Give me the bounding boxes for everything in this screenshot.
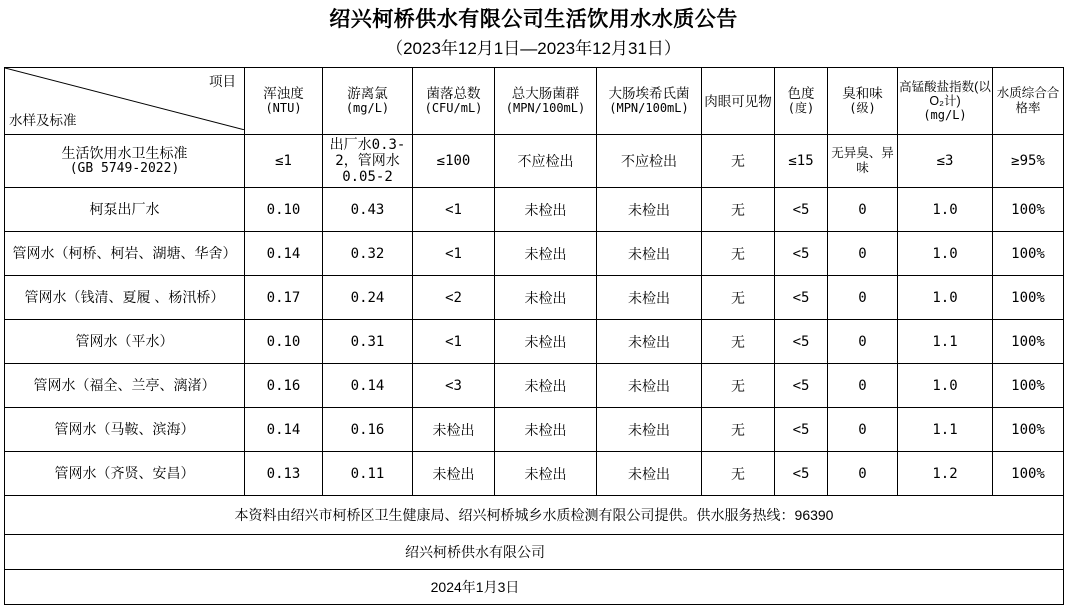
row-0-total-bacteria: <1 — [413, 188, 495, 232]
header-total-coliform — [495, 68, 597, 135]
row-2-permanganate-index: 1.0 — [898, 276, 993, 320]
header-turbidity — [245, 68, 323, 135]
standard-permanganate-index: ≤3 — [898, 135, 993, 188]
row-4-free-chlorine: 0.14 — [323, 364, 413, 408]
standard-visible-matter: 无 — [702, 135, 775, 188]
header-pass-rate — [993, 68, 1064, 135]
standard-total-coliform: 不应检出 — [495, 135, 597, 188]
row-2-name: 管网水（钱清、夏履 、杨汛桥） — [5, 276, 245, 320]
standard-ecoli: 不应检出 — [597, 135, 702, 188]
standard-free-chlorine — [323, 135, 413, 188]
signature-date-row — [5, 570, 1064, 605]
row-2-odor-taste: 0 — [828, 276, 898, 320]
header-chroma-unit: (度) — [787, 101, 815, 115]
standard-chroma: ≤15 — [775, 135, 828, 188]
row-0-ecoli: 未检出 — [597, 188, 702, 232]
row-2-visible-matter: 无 — [702, 276, 775, 320]
row-1-free-chlorine: 0.32 — [323, 232, 413, 276]
corner-header-cell — [5, 68, 245, 135]
row-6-chroma: <5 — [775, 452, 828, 496]
row-4-odor-taste: 0 — [828, 364, 898, 408]
row-1-odor-taste: 0 — [828, 232, 898, 276]
row-5-permanganate-index: 1.1 — [898, 408, 993, 452]
row-2-ecoli: 未检出 — [597, 276, 702, 320]
row-3-turbidity: 0.10 — [245, 320, 323, 364]
table-row — [5, 188, 1064, 232]
row-6-total-bacteria: 未检出 — [413, 452, 495, 496]
standard-code: (GB 5749-2022) — [69, 161, 180, 176]
signature-date: 2024年1月3日 — [430, 579, 520, 595]
row-4-ecoli: 未检出 — [597, 364, 702, 408]
row-3-total-bacteria: <1 — [413, 320, 495, 364]
row-4-name: 管网水（福全、兰亭、漓渚） — [5, 364, 245, 408]
corner-column-label: 项目 — [209, 74, 236, 89]
row-5-ecoli: 未检出 — [597, 408, 702, 452]
row-3-chroma: <5 — [775, 320, 828, 364]
row-6-pass-rate: 100% — [993, 452, 1064, 496]
row-6-free-chlorine: 0.11 — [323, 452, 413, 496]
row-2-turbidity: 0.17 — [245, 276, 323, 320]
row-4-chroma: <5 — [775, 364, 828, 408]
standard-turbidity: ≤1 — [245, 135, 323, 188]
standard-name-cell — [5, 135, 245, 188]
header-odor-taste — [828, 68, 898, 135]
row-4-permanganate-index: 1.0 — [898, 364, 993, 408]
row-4-pass-rate: 100% — [993, 364, 1064, 408]
row-1-pass-rate: 100% — [993, 232, 1064, 276]
signature-date-cell — [5, 570, 1064, 605]
signature-company: 绍兴柯桥供水有限公司 — [405, 544, 545, 560]
water-quality-table — [4, 67, 1064, 605]
row-5-odor-taste: 0 — [828, 408, 898, 452]
row-5-visible-matter: 无 — [702, 408, 775, 452]
footer-note-row — [5, 496, 1064, 535]
standard-odor-taste: 无异臭、异味 — [828, 135, 898, 188]
row-5-pass-rate: 100% — [993, 408, 1064, 452]
header-turbidity-unit: (NTU) — [265, 101, 302, 115]
row-1-chroma: <5 — [775, 232, 828, 276]
row-2-pass-rate: 100% — [993, 276, 1064, 320]
signature-company-cell — [5, 535, 1064, 570]
row-1-visible-matter: 无 — [702, 232, 775, 276]
row-0-name: 柯泵出厂水 — [5, 188, 245, 232]
row-4-total-bacteria: <3 — [413, 364, 495, 408]
row-3-permanganate-index: 1.1 — [898, 320, 993, 364]
row-6-odor-taste: 0 — [828, 452, 898, 496]
table-row — [5, 320, 1064, 364]
standard-name: 生活饮用水卫生标准 — [61, 145, 188, 161]
header-ecoli-name: 大肠埃希氏菌 — [608, 86, 690, 101]
corner-row-label: 水样及标准 — [9, 113, 77, 128]
row-0-odor-taste: 0 — [828, 188, 898, 232]
row-0-pass-rate: 100% — [993, 188, 1064, 232]
table-header-row — [5, 68, 1064, 135]
row-0-permanganate-index: 1.0 — [898, 188, 993, 232]
table-row — [5, 408, 1064, 452]
table-row — [5, 276, 1064, 320]
header-total-bacteria — [413, 68, 495, 135]
row-6-ecoli: 未检出 — [597, 452, 702, 496]
header-free-chlorine — [323, 68, 413, 135]
row-6-name: 管网水（齐贤、安昌） — [5, 452, 245, 496]
table-row — [5, 364, 1064, 408]
table-row-standard — [5, 135, 1064, 188]
row-4-visible-matter: 无 — [702, 364, 775, 408]
row-2-total-bacteria: <2 — [413, 276, 495, 320]
header-permanganate-index-name: 高锰酸盐指数(以O₂计) — [899, 79, 991, 108]
header-ecoli-unit: (MPN/100mL) — [609, 101, 689, 115]
row-2-total-coliform: 未检出 — [495, 276, 597, 320]
header-ecoli — [597, 68, 702, 135]
row-0-total-coliform: 未检出 — [495, 188, 597, 232]
row-0-free-chlorine: 0.43 — [323, 188, 413, 232]
row-3-total-coliform: 未检出 — [495, 320, 597, 364]
row-6-total-coliform: 未检出 — [495, 452, 597, 496]
row-1-permanganate-index: 1.0 — [898, 232, 993, 276]
row-3-free-chlorine: 0.31 — [323, 320, 413, 364]
standard-free-chlorine-plant: 出厂水0.3-2，管网水0.05-2 — [329, 137, 406, 185]
row-6-visible-matter: 无 — [702, 452, 775, 496]
row-4-total-coliform: 未检出 — [495, 364, 597, 408]
header-permanganate-index-unit: (mg/L) — [923, 107, 967, 122]
row-3-odor-taste: 0 — [828, 320, 898, 364]
row-5-total-coliform: 未检出 — [495, 408, 597, 452]
row-2-chroma: <5 — [775, 276, 828, 320]
row-4-turbidity: 0.16 — [245, 364, 323, 408]
standard-pass-rate: ≥95% — [993, 135, 1064, 188]
header-free-chlorine-name: 游离氯 — [347, 86, 388, 101]
row-5-chroma: <5 — [775, 408, 828, 452]
header-permanganate-index — [898, 68, 993, 135]
header-chroma-name: 色度 — [787, 86, 815, 101]
header-chroma — [775, 68, 828, 135]
header-pass-rate-name: 水质综合合格率 — [996, 86, 1060, 115]
row-5-total-bacteria: 未检出 — [413, 408, 495, 452]
row-3-visible-matter: 无 — [702, 320, 775, 364]
header-turbidity-name: 浑浊度 — [263, 86, 304, 101]
row-6-turbidity: 0.13 — [245, 452, 323, 496]
standard-total-bacteria: ≤100 — [413, 135, 495, 188]
row-0-chroma: <5 — [775, 188, 828, 232]
row-6-permanganate-index: 1.2 — [898, 452, 993, 496]
header-total-bacteria-name: 菌落总数 — [426, 86, 481, 101]
header-odor-taste-unit: (级) — [849, 101, 876, 115]
header-odor-taste-name: 臭和味 — [842, 86, 883, 101]
row-5-free-chlorine: 0.16 — [323, 408, 413, 452]
row-1-ecoli: 未检出 — [597, 232, 702, 276]
header-total-bacteria-unit: (CFU/mL) — [424, 101, 483, 115]
row-0-visible-matter: 无 — [702, 188, 775, 232]
header-total-coliform-unit: (MPN/100mL) — [505, 101, 586, 115]
row-3-ecoli: 未检出 — [597, 320, 702, 364]
table-row — [5, 232, 1064, 276]
row-1-name: 管网水（柯桥、柯岩、湖塘、华舍） — [5, 232, 245, 276]
row-1-turbidity: 0.14 — [245, 232, 323, 276]
page-subtitle: （2023年12月1日—2023年12月31日） — [386, 39, 681, 58]
header-free-chlorine-unit: (mg/L) — [345, 101, 390, 115]
signature-company-row — [5, 535, 1064, 570]
row-3-pass-rate: 100% — [993, 320, 1064, 364]
header-visible-matter-name: 肉眼可见物 — [704, 93, 772, 109]
header-visible-matter — [702, 68, 775, 135]
row-5-name: 管网水（马鞍、滨海） — [5, 408, 245, 452]
header-total-coliform-name: 总大肠菌群 — [511, 86, 580, 101]
table-row — [5, 452, 1064, 496]
page-title: 绍兴柯桥供水有限公司生活饮用水水质公告 — [329, 8, 738, 31]
row-0-turbidity: 0.10 — [245, 188, 323, 232]
row-1-total-bacteria: <1 — [413, 232, 495, 276]
row-5-turbidity: 0.14 — [245, 408, 323, 452]
footer-note: 本资料由绍兴市柯桥区卫生健康局、绍兴柯桥城乡水质检测有限公司提供。供水服务热线：96390 — [5, 496, 1064, 535]
row-2-free-chlorine: 0.24 — [323, 276, 413, 320]
row-1-total-coliform: 未检出 — [495, 232, 597, 276]
row-3-name: 管网水（平水） — [5, 320, 245, 364]
title-area — [0, 0, 1067, 62]
